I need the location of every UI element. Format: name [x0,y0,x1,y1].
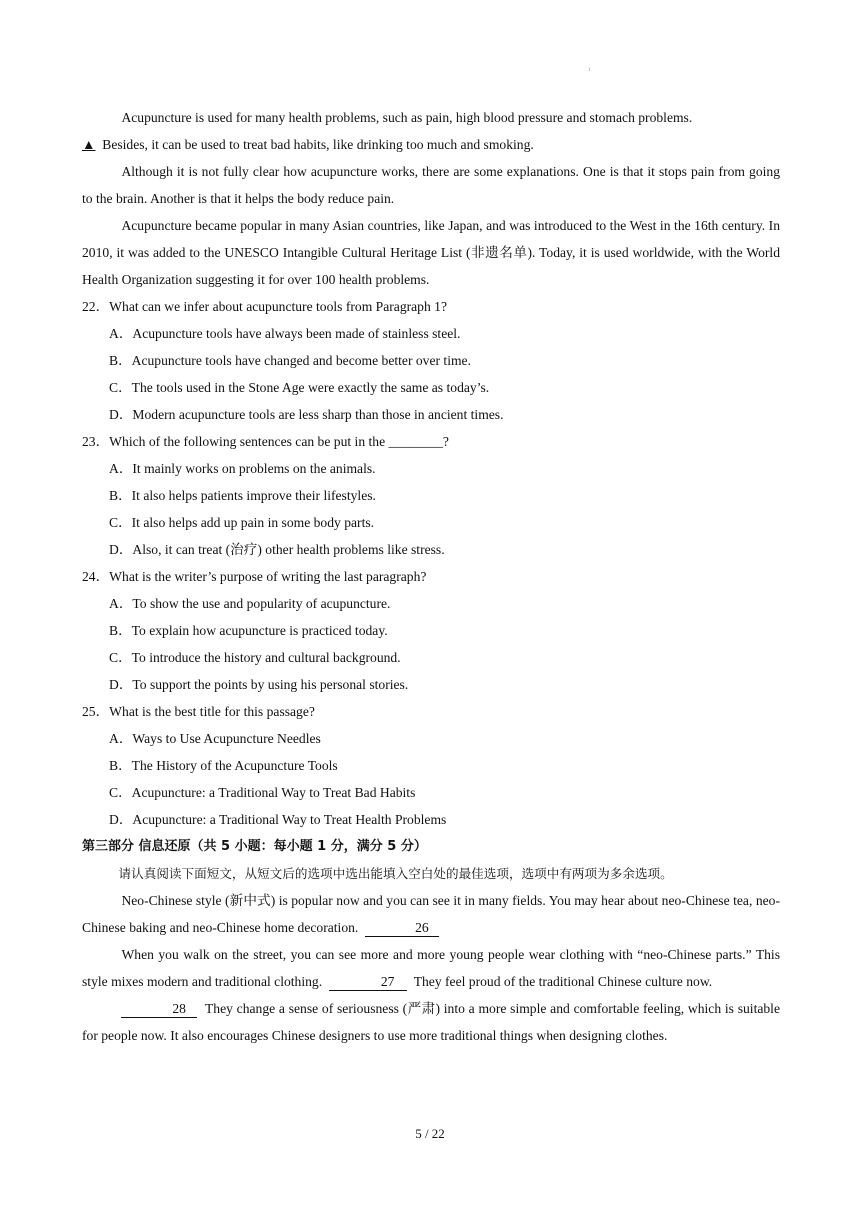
section-3-paragraph-3-text: They change a sense of seriousness (严肃) into a more simple and comfortable feeling, which is suitable for people now. It also encourages Chinese designers to use more traditional things when designing clothes. [82,1001,780,1043]
question-stem: 23．Which of the following sentences can be put in the ________? [82,434,449,449]
passage-paragraph-3: Acupuncture became popular in many Asian countries, like Japan, and was introduced to the West in the 16th century. In 2010, it was added to the UNESCO Intangible Cultural Heritage List (非遗名单). Today, it is used worldwide, with the World Health Organization suggesting it for over 100 health problems. [82,218,780,287]
blank-26: 26 [365,920,439,937]
option-b: B．It also helps patients improve their lifestyles. [109,488,376,503]
section-3-paragraph-3 [82,995,780,1049]
option-a: A．It mainly works on problems on the animals. [109,461,376,476]
section-3-paragraph-1-text: Neo-Chinese style (新中式) is popular now and you can see it in many fields. You may hear about neo-Chinese tea, neo-Chinese baking and neo-Chinese home decoration. [82,893,780,935]
option-d: D．To support the points by using his personal stories. [109,677,409,692]
question-24 [82,563,780,698]
section-3-title: 第三部分 信息还原（共 5 小题：每小题 1 分，满分 5 分） [82,839,427,854]
passage-paragraph-1: Acupuncture is used for many health problems, such as pain, high blood pressure and stomach problems. [121,110,693,125]
blank-marker: ▲ [82,137,96,152]
section-3-paragraph-2-text-b: They feel proud of the traditional Chinese culture now. [413,974,713,989]
section-3-instruction: 请认真阅读下面短文，从短文后的选项中选出能填入空白处的最佳选项，选项中有两项为多余选项。 [118,866,673,881]
option-d: D．Acupuncture: a Traditional Way to Treat Health Problems [109,812,447,827]
question-23 [82,428,780,563]
page-mark: 1 [588,68,591,73]
option-b: B．The History of the Acupuncture Tools [109,758,338,773]
option-b: B．Acupuncture tools have changed and become better over time. [109,353,471,368]
passage-paragraph-1-tail: Besides, it can be used to treat bad habits, like drinking too much and smoking. [102,137,534,152]
option-c: C．It also helps add up pain in some body parts. [109,515,375,530]
option-a: A．Acupuncture tools have always been made of stainless steel. [109,326,461,341]
option-c: C．The tools used in the Stone Age were exactly the same as today’s. [109,380,490,395]
passage-paragraph-1-continued [82,131,780,158]
passage-paragraph-2: Although it is not fully clear how acupuncture works, there are some explanations. One is that it stops pain from going to the brain. Another is that it helps the body reduce pain. [82,164,780,206]
question-stem: 25．What is the best title for this passage? [82,704,315,719]
option-a: A．Ways to Use Acupuncture Needles [109,731,321,746]
question-25 [82,698,780,833]
section-3-paragraph-2 [82,941,780,995]
question-22 [82,293,780,428]
section-3-paragraph-1 [82,887,780,941]
option-a: A．To show the use and popularity of acupuncture. [109,596,391,611]
question-stem: 22．What can we infer about acupuncture tools from Paragraph 1? [82,299,448,314]
option-c: C．To introduce the history and cultural background. [109,650,401,665]
blank-27: 27 [329,974,407,991]
option-c: C．Acupuncture: a Traditional Way to Treat Bad Habits [109,785,416,800]
option-d: D．Also, it can treat (治疗) other health problems like stress. [109,542,445,557]
blank-28: 28 [121,1001,197,1018]
document-body [82,104,780,1049]
page-number: 5 / 22 [415,1126,445,1141]
option-b: B．To explain how acupuncture is practiced today. [109,623,388,638]
section-3-paragraph-2-text-a: When you walk on the street, you can see more and more young people wear clothing with “neo-Chinese parts.” This style mixes modern and traditional clothing. [82,947,780,989]
question-stem: 24．What is the writer’s purpose of writing the last paragraph? [82,569,427,584]
option-d: D．Modern acupuncture tools are less sharp than those in ancient times. [109,407,504,422]
